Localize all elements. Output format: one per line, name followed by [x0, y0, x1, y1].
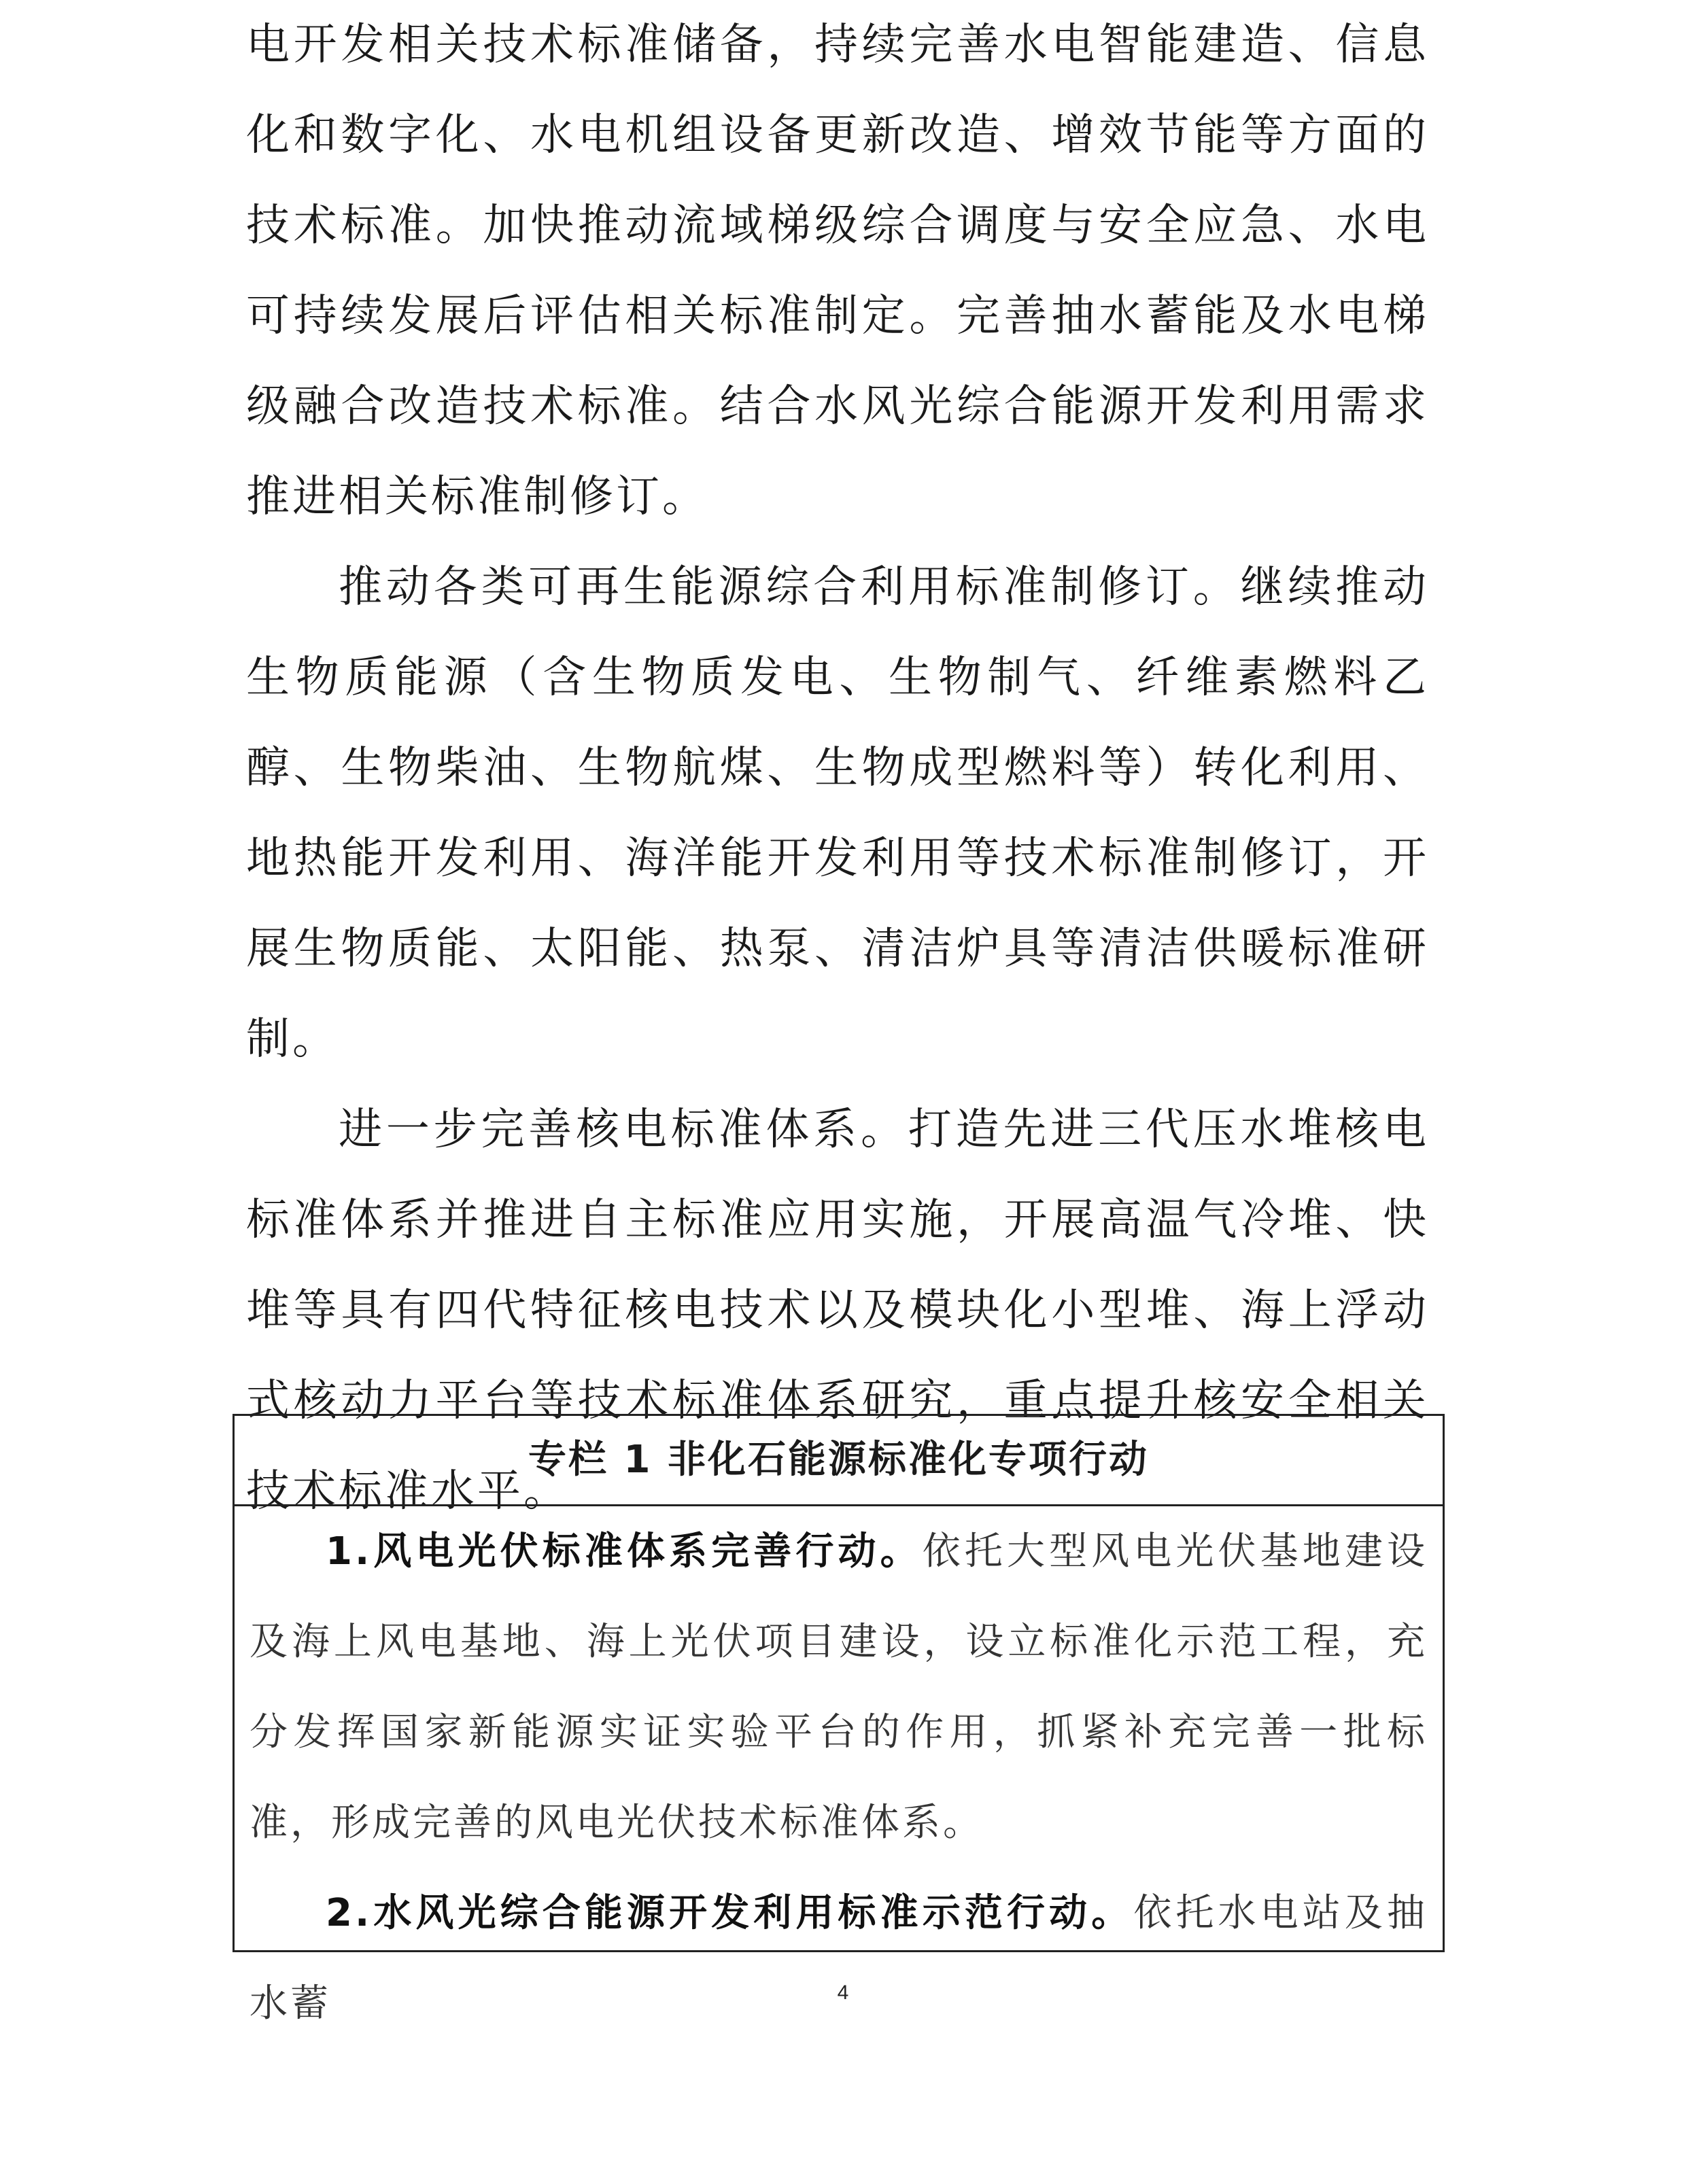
paragraph-hydropower: 电开发相关技术标准储备，持续完善水电智能建造、信息化和数字化、水电机组设备更新改造、增效节能等方面的技术标准。加快推动流域梯级综合调度与安全应急、水电可持续发展后评估相关标准制定。完善抽水蓄能及水电梯级融合改造技术标准。结合水风光综合能源开发利用需求推进相关标准制修订。 [246, 20, 1429, 522]
column-box-item-text: 依托大型风电光伏基地建设及海上风电基地、海上光伏项目建设，设立标准化示范工程，充分发挥国家新能源实证实验平台的作用，抓紧补充完善一批标准，形成完善的风电光伏技术标准体系。 [250, 1529, 1428, 1845]
column-box-title: 专栏 1 非化石能源标准化专项行动 [235, 1416, 1443, 1506]
page-number: 4 [837, 1981, 849, 2004]
column-box-item [250, 1868, 1428, 2049]
paragraph-nuclear: 进一步完善核电标准体系。打造先进三代压水堆核电标准体系并推进自主标准应用实施，开展高温气冷堆、快堆等具有四代特征核电技术以及模块化小型堆、海上浮动式核动力平台等技术标准体系研究，重点提升核安全相关技术标准水平。 [246, 1105, 1429, 1516]
column-box-item-lead: 2.水风光综合能源开发利用标准示范行动。 [326, 1891, 1134, 1935]
column-box-body [235, 1506, 1443, 2049]
column-box-item-text: 依托水电站及抽水蓄 [250, 1891, 1428, 2026]
paragraph-renewable: 推动各类可再生能源综合利用标准制修订。继续推动生物质能源（含生物质发电、生物制气、纤维素燃料乙醇、生物柴油、生物航煤、生物成型燃料等）转化利用、地热能开发利用、海洋能开发利用等技术标准制修订，开展生物质能、太阳能、热泵、清洁炉具等清洁供暖标准研制。 [246, 562, 1429, 1064]
column-box [233, 1414, 1445, 2026]
body-text [246, 0, 1429, 1537]
column-box-item-lead: 1.风电光伏标准体系完善行动。 [326, 1529, 923, 1574]
column-box-item [250, 1506, 1428, 1868]
